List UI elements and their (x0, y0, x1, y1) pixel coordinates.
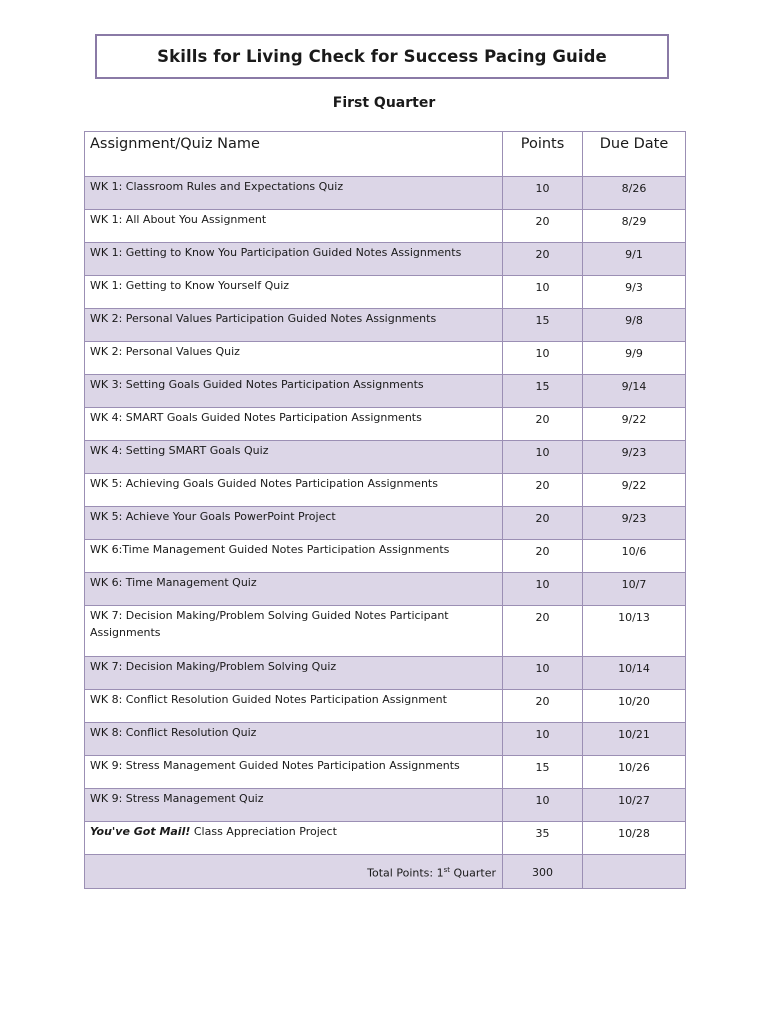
total-label-text: Total Points: 1 (367, 866, 444, 880)
header-assignment-name: Assignment/Quiz Name (85, 132, 503, 177)
row-name: WK 6:Time Management Guided Notes Participation Assignments (85, 540, 503, 573)
table-row (85, 408, 686, 441)
row-due-date: 10/14 (583, 657, 686, 690)
row-name: WK 1: All About You Assignment (85, 210, 503, 243)
row-points: 20 (503, 243, 583, 276)
table-row (85, 756, 686, 789)
row-name: WK 1: Classroom Rules and Expectations Quiz (85, 177, 503, 210)
table-row (85, 441, 686, 474)
table-row (85, 789, 686, 822)
row-name-emphasis: You've Got Mail! (90, 825, 191, 838)
row-due-date: 9/14 (583, 375, 686, 408)
table-row (85, 276, 686, 309)
row-due-date: 10/21 (583, 723, 686, 756)
row-due-date: 10/6 (583, 540, 686, 573)
row-due-date: 9/22 (583, 474, 686, 507)
row-name: WK 8: Conflict Resolution Quiz (85, 723, 503, 756)
table-row (85, 309, 686, 342)
row-due-date: 9/9 (583, 342, 686, 375)
row-points: 35 (503, 822, 583, 855)
header-due-date: Due Date (583, 132, 686, 177)
row-name: WK 2: Personal Values Quiz (85, 342, 503, 375)
table-row (85, 342, 686, 375)
pacing-guide-table (84, 131, 686, 889)
row-points: 20 (503, 540, 583, 573)
row-due-date: 9/1 (583, 243, 686, 276)
row-due-date: 10/26 (583, 756, 686, 789)
row-due-date: 9/23 (583, 441, 686, 474)
row-due-date: 8/26 (583, 177, 686, 210)
row-due-date: 9/23 (583, 507, 686, 540)
row-points: 20 (503, 507, 583, 540)
row-name: WK 9: Stress Management Quiz (85, 789, 503, 822)
table-row (85, 210, 686, 243)
table-row (85, 375, 686, 408)
row-name: WK 3: Setting Goals Guided Notes Participation Assignments (85, 375, 503, 408)
row-points: 20 (503, 606, 583, 657)
row-name-rest: Class Appreciation Project (190, 825, 337, 838)
table-row (85, 690, 686, 723)
document-title-text: Skills for Living Check for Success Pacing Guide (157, 47, 607, 66)
document-title (95, 34, 669, 79)
total-due-date (583, 855, 686, 889)
row-name: WK 5: Achieving Goals Guided Notes Participation Assignments (85, 474, 503, 507)
table-row (85, 243, 686, 276)
row-name: WK 4: Setting SMART Goals Quiz (85, 441, 503, 474)
row-points: 10 (503, 789, 583, 822)
row-name: WK 5: Achieve Your Goals PowerPoint Project (85, 507, 503, 540)
row-points: 20 (503, 210, 583, 243)
row-due-date: 9/3 (583, 276, 686, 309)
table-row-class-appreciation (85, 822, 686, 855)
row-points: 15 (503, 375, 583, 408)
row-points: 10 (503, 657, 583, 690)
table-row (85, 474, 686, 507)
table-row (85, 507, 686, 540)
table-row (85, 606, 686, 657)
table-row (85, 723, 686, 756)
row-name: WK 2: Personal Values Participation Guided Notes Assignments (85, 309, 503, 342)
table-row (85, 573, 686, 606)
row-due-date: 9/22 (583, 408, 686, 441)
total-label-superscript: st (443, 866, 450, 875)
row-name: WK 7: Decision Making/Problem Solving Quiz (85, 657, 503, 690)
row-name: WK 9: Stress Management Guided Notes Participation Assignments (85, 756, 503, 789)
row-due-date: 9/8 (583, 309, 686, 342)
row-points: 10 (503, 441, 583, 474)
row-points: 10 (503, 723, 583, 756)
row-points: 10 (503, 342, 583, 375)
table-body (85, 177, 686, 889)
row-name (85, 822, 503, 855)
row-name: WK 6: Time Management Quiz (85, 573, 503, 606)
row-due-date: 10/13 (583, 606, 686, 657)
row-points: 10 (503, 573, 583, 606)
row-points: 15 (503, 309, 583, 342)
row-name: WK 4: SMART Goals Guided Notes Participation Assignments (85, 408, 503, 441)
row-name: WK 1: Getting to Know Yourself Quiz (85, 276, 503, 309)
row-due-date: 10/20 (583, 690, 686, 723)
row-due-date: 10/28 (583, 822, 686, 855)
table-row (85, 540, 686, 573)
table-row (85, 177, 686, 210)
row-points: 15 (503, 756, 583, 789)
table-total-row (85, 855, 686, 889)
total-label-tail: Quarter (450, 866, 496, 880)
row-name: WK 7: Decision Making/Problem Solving Guided Notes Participant Assignments (85, 606, 503, 657)
total-points: 300 (503, 855, 583, 889)
row-name: WK 8: Conflict Resolution Guided Notes Participation Assignment (85, 690, 503, 723)
table-header-row (85, 132, 686, 177)
row-points: 20 (503, 474, 583, 507)
row-points: 20 (503, 408, 583, 441)
row-points: 20 (503, 690, 583, 723)
row-name: WK 1: Getting to Know You Participation Guided Notes Assignments (85, 243, 503, 276)
quarter-heading: First Quarter (332, 95, 436, 111)
row-points: 10 (503, 276, 583, 309)
total-label (85, 855, 503, 889)
row-points: 10 (503, 177, 583, 210)
row-due-date: 8/29 (583, 210, 686, 243)
table-row (85, 657, 686, 690)
row-due-date: 10/7 (583, 573, 686, 606)
header-points: Points (503, 132, 583, 177)
row-due-date: 10/27 (583, 789, 686, 822)
